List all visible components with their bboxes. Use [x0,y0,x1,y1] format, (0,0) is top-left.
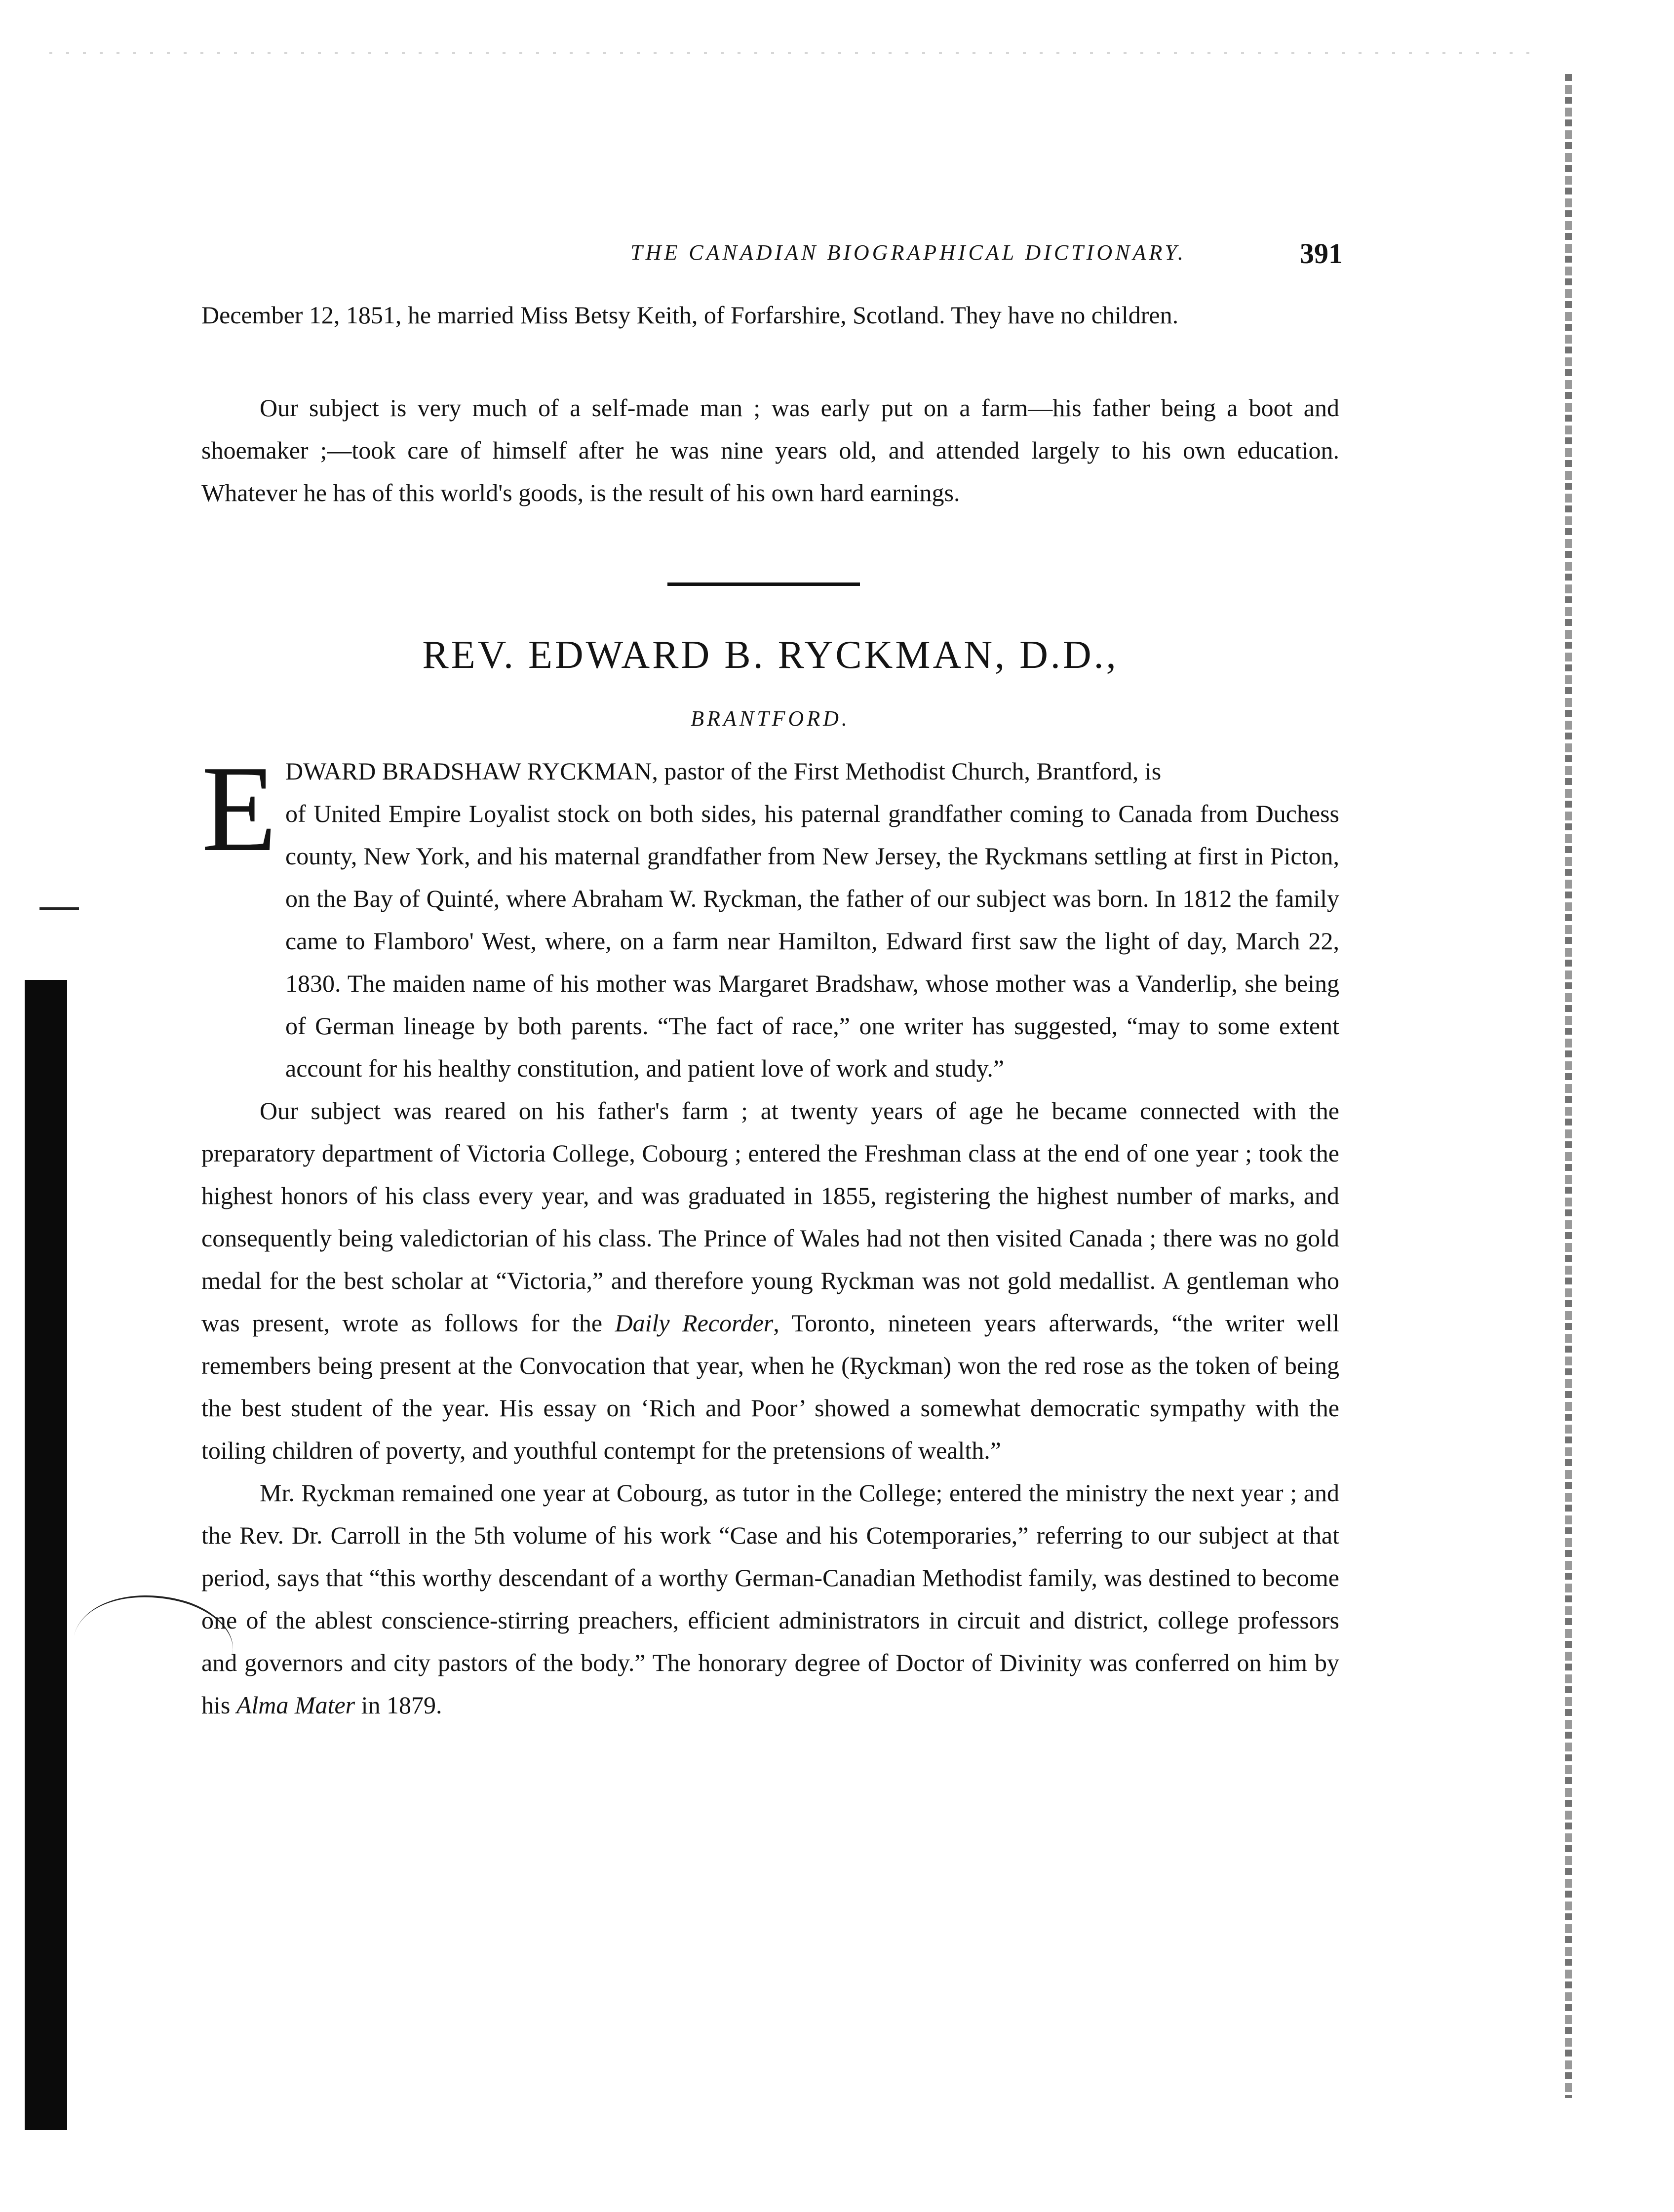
alma-mater-phrase: Alma Mater [236,1691,355,1719]
entry-paragraph-3-text-b: in 1879. [355,1691,442,1719]
prev-entry-paragraph-2: Our subject is very much of a self-made man ; was early put on a farm—his father being a boot and shoemaker ;—took care of himself after he was nine years old, and attended largely to his own education. Whatever he has of this world's goods, is the result of his own hard earnings. [201,394,1339,506]
entry-lead-line: DWARD BRADSHAW RYCKMAN, pastor of the First Methodist Church, Brantford, is [285,757,1162,785]
drop-cap: E [201,740,277,877]
entry-paragraph-3 [201,1472,1339,1726]
scan-shadow-bar [25,980,67,2130]
scan-margin-mark [39,907,79,910]
entry-paragraph-1: of United Empire Loyalist stock on both sides, his paternal grandfather coming to Canada from Duchess county, New York, and his maternal grandfather from New Jersey, the Ryckmans settling at first in Picton, on the Bay of Quinté, where Abraham W. Ryckman, the father of our subject was born. In 1812 the family came to Flamboro' West, where, on a farm near Hamilton, Edward first saw the light of day, March 22, 1830. The maiden name of his mother was Margaret Bradshaw, whose mother was a Vanderlip, she being of German lineage by both parents. “The fact of race,” one writer has suggested, “may to some extent account for his healthy constitution, and patient love of work and study.” [285,800,1339,1082]
scan-binding-edge [1565,74,1572,2098]
entry-paragraph-2 [201,1089,1339,1472]
section-divider [667,582,860,586]
entry-location: BRANTFORD. [691,706,850,731]
entry-body [201,740,1340,1726]
entry-paragraph-3-text-a: Mr. Ryckman remained one year at Cobourg, as tutor in the College; entered the ministry the next year ; and the Rev. Dr. Carroll in the 5th volume of his work “Case and his Cotemporaries,” referring to our subject at that period, says that “this worthy descendant of a worthy German-Canadian Methodist family, was destined to become one of the ablest conscience-stirring preachers, efficient administrators in circuit and district, college professors and governors and city pastors of the body.” The honorary degree of Doctor of Divinity was conferred on him by his [201,1479,1339,1719]
scan-top-noise [49,52,1530,54]
prev-entry-paragraph-1: December 12, 1851, he married Miss Betsy Keith, of Forfarshire, Scotland. They have no children. [201,301,1179,329]
entry-title: REV. EDWARD B. RYCKMAN, D.D., [422,633,1119,677]
page-number: 391 [1300,237,1343,270]
entry-paragraph-2-text-a: Our subject was reared on his father's farm ; at twenty years of age he became connected with the preparatory department of Victoria College, Cobourg ; entered the Freshman class at the end of one year ; took the highest honors of his class every year, and was graduated in 1855, registering the highest number of marks, and consequently being valedictorian of his class. The Prince of Wales had not then visited Canada ; there was no gold medal for the best scholar at “Victoria,” and therefore young Ryckman was not gold medallist. A gentleman who was present, wrote as follows for the [201,1097,1339,1337]
entry-paragraph-2-text-b: , Toronto, nineteen years afterwards, “the writer well remembers being present at the Convocation that year, when he (Ryckman) won the red rose as the token of being the best student of the year. His essay on ‘Rich and Poor’ showed a somewhat democratic sympathy with the toiling children of poverty, and youthful contempt for the pretensions of wealth.” [201,1309,1340,1464]
running-head: THE CANADIAN BIOGRAPHICAL DICTIONARY. [630,240,1186,265]
newspaper-title: Daily Recorder [615,1309,774,1337]
